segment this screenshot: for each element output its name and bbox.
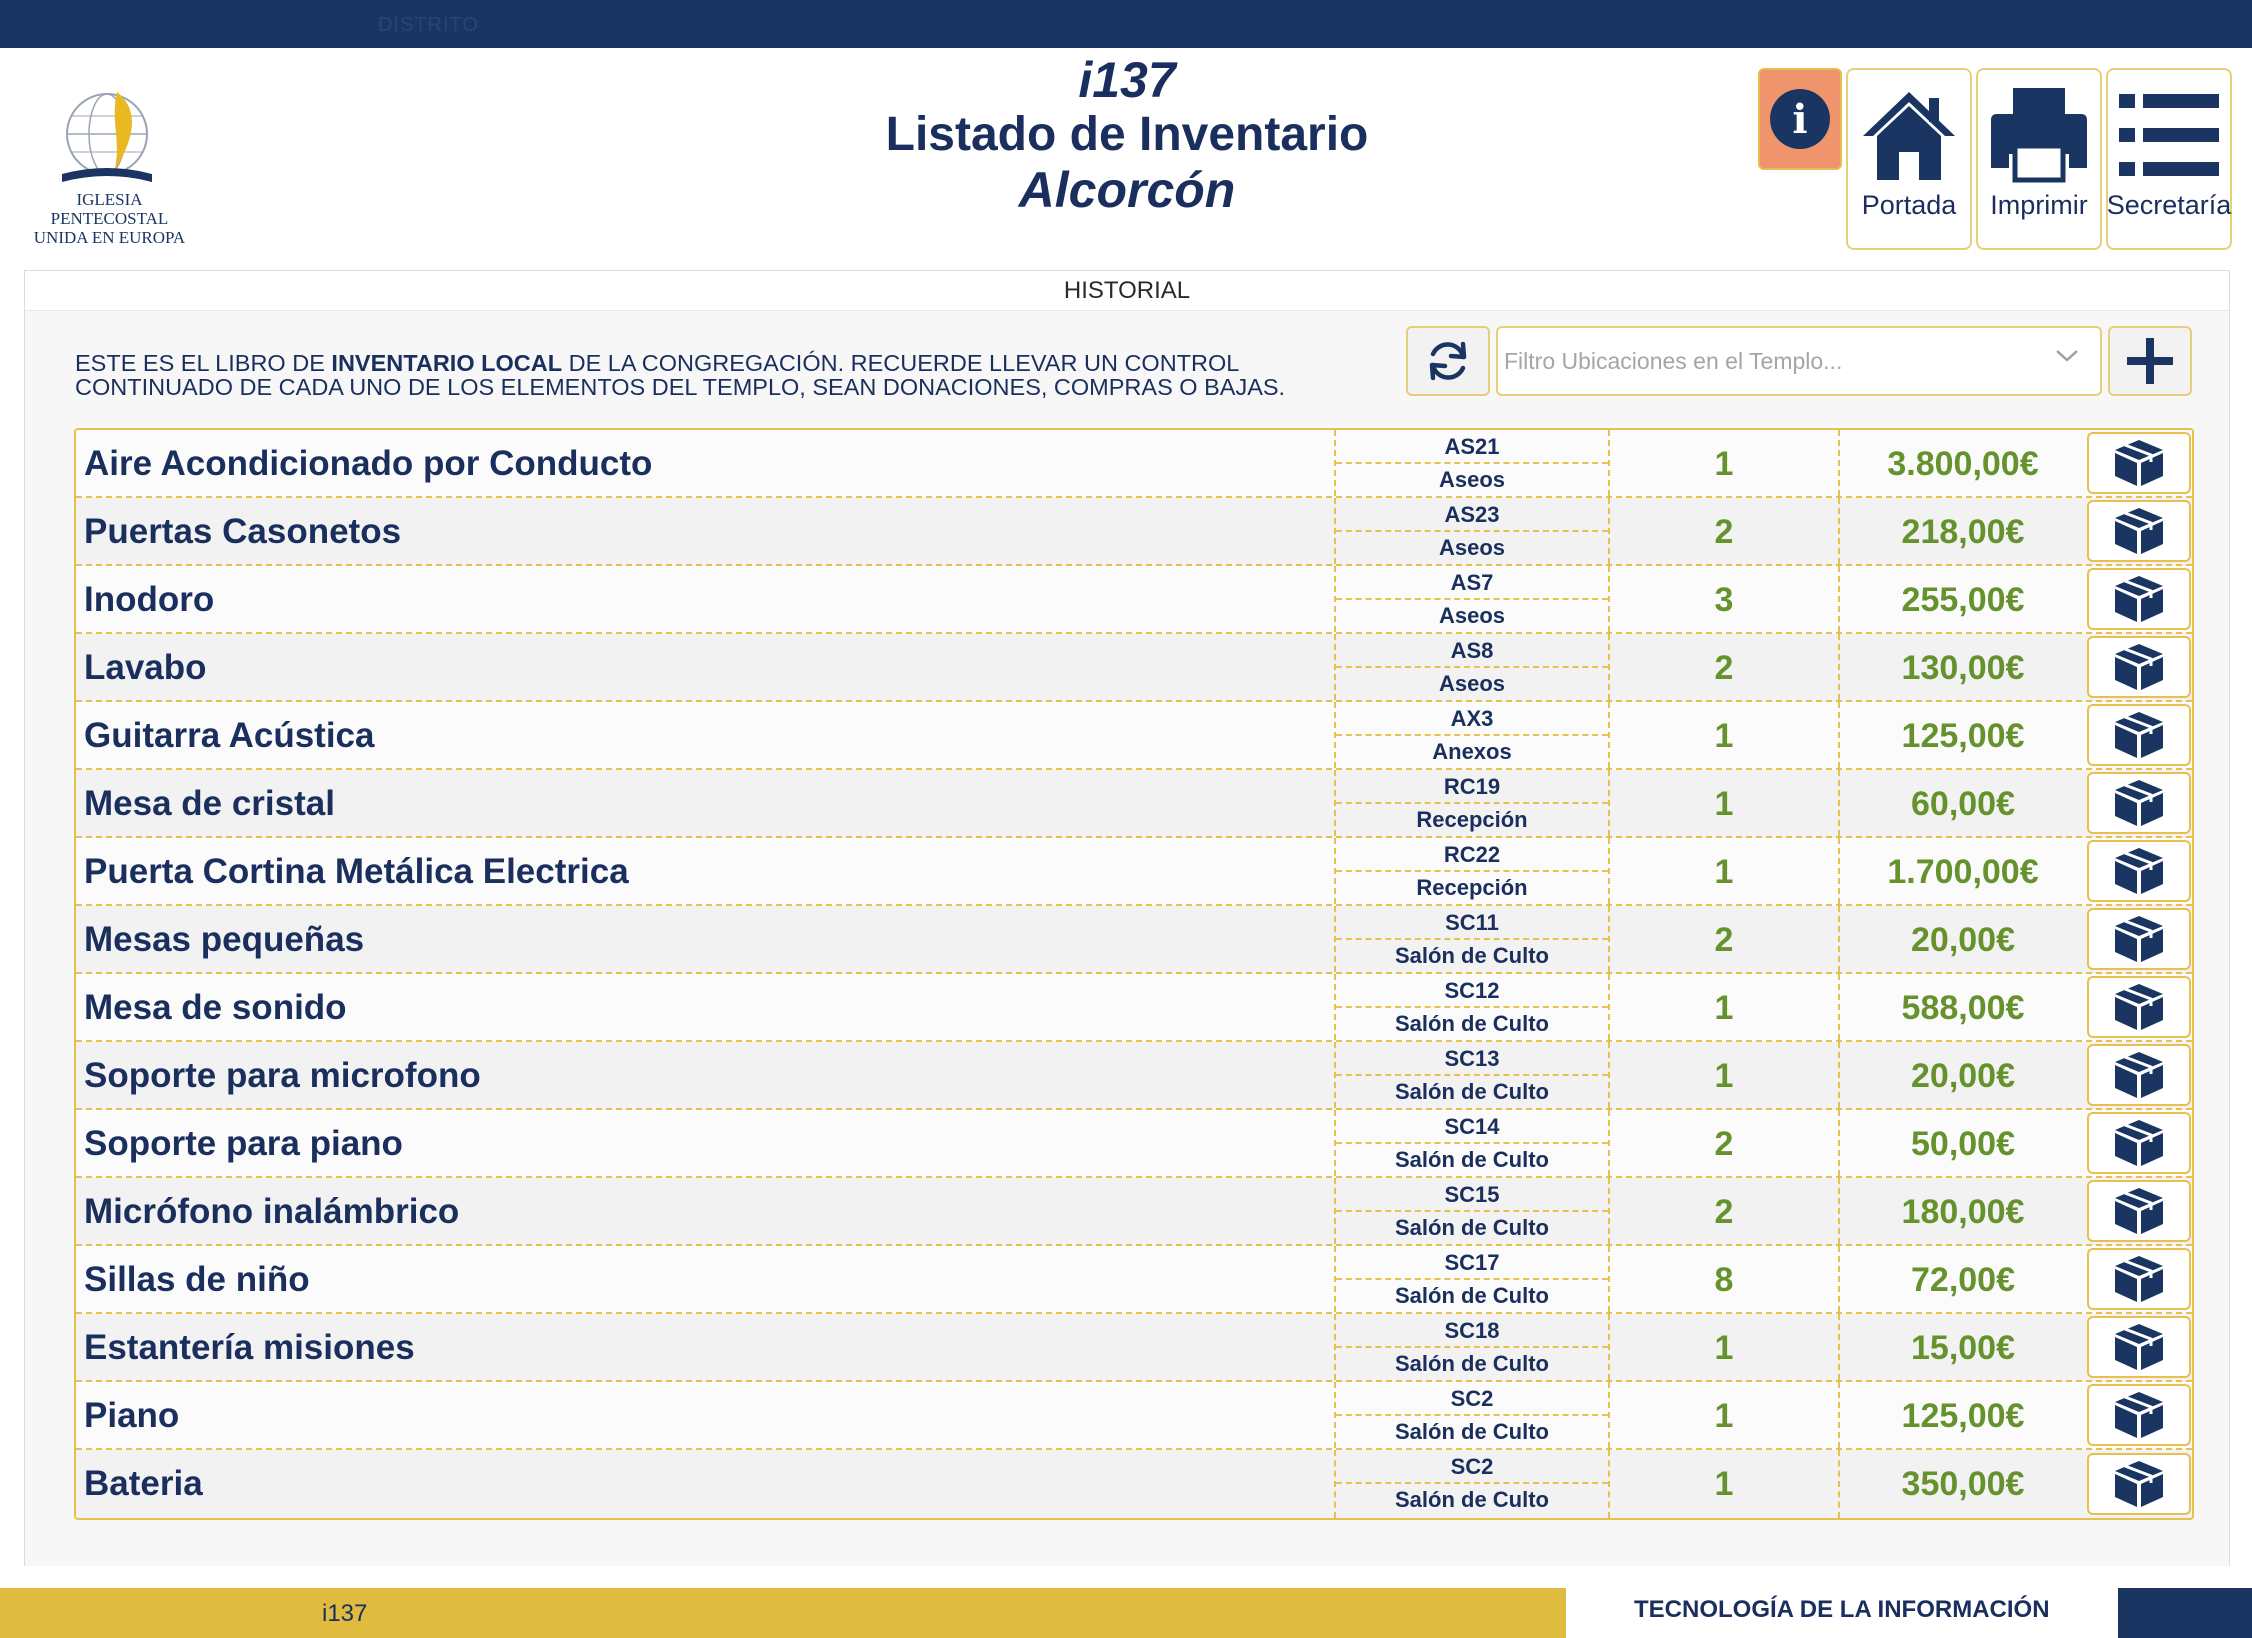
notice-text-2: DE LA CONGREGACIÓN. RECUERDE LLEVAR UN CONTROL CONTINUADO DE CADA UNO DE LOS ELEMENTOS DEL TEMPLO, SEAN DONACIONES, COMPRAS O BAJAS. <box>75 350 1286 400</box>
item-location: Anexos <box>1432 739 1512 764</box>
item-location: Salón de Culto <box>1395 1011 1549 1036</box>
inventory-notice <box>75 351 1365 399</box>
item-quantity: 1 <box>1610 770 1840 836</box>
item-detail-button[interactable] <box>2087 1316 2191 1378</box>
item-quantity: 2 <box>1610 1110 1840 1176</box>
box-icon <box>2111 1254 2167 1304</box>
home-icon <box>1859 84 1959 184</box>
item-location: Salón de Culto <box>1395 1215 1549 1240</box>
item-location: Salón de Culto <box>1395 1283 1549 1308</box>
location-filter-input[interactable] <box>1498 328 2100 394</box>
item-detail-button[interactable] <box>2087 772 2191 834</box>
item-price: 1.700,00€ <box>1887 853 2039 891</box>
box-icon <box>2111 574 2167 624</box>
item-location-cell <box>1336 702 1610 768</box>
item-location: Salón de Culto <box>1395 1487 1549 1512</box>
top-bar <box>0 0 2252 48</box>
item-location-cell <box>1336 906 1610 972</box>
item-price: 255,00€ <box>1901 581 2025 619</box>
item-code: SC15 <box>1336 1178 1608 1212</box>
item-price: 15,00€ <box>1911 1329 2015 1367</box>
item-price: 180,00€ <box>1901 1193 2025 1231</box>
item-price: 50,00€ <box>1911 1125 2015 1163</box>
item-detail-button[interactable] <box>2087 1112 2191 1174</box>
item-action-cell <box>2086 1042 2192 1108</box>
logo-line-2: UNIDA EN EUROPA <box>33 228 186 247</box>
table-row[interactable] <box>76 1450 2192 1518</box>
box-icon <box>2111 642 2167 692</box>
item-quantity: 1 <box>1610 838 1840 904</box>
item-quantity: 1 <box>1610 1042 1840 1108</box>
item-price: 60,00€ <box>1911 785 2015 823</box>
item-name: Soporte para piano <box>76 1110 1336 1176</box>
box-icon <box>2111 1050 2167 1100</box>
table-row[interactable] <box>76 906 2192 974</box>
item-price: 20,00€ <box>1911 921 2015 959</box>
item-location: Aseos <box>1438 603 1506 628</box>
item-location: Aseos <box>1438 467 1506 492</box>
table-row[interactable] <box>76 1110 2192 1178</box>
item-location: Salón de Culto <box>1395 1419 1549 1444</box>
item-location: Salón de Culto <box>1395 1147 1549 1172</box>
item-location: Salón de Culto <box>1395 943 1549 968</box>
item-location: Recepción <box>1416 875 1528 900</box>
item-quantity: 1 <box>1610 1382 1840 1448</box>
item-detail-button[interactable] <box>2087 1384 2191 1446</box>
item-code: AS8 <box>1336 634 1608 668</box>
item-code: RC19 <box>1336 770 1608 804</box>
printer-icon <box>1987 84 2091 184</box>
item-quantity: 2 <box>1610 1178 1840 1244</box>
plus-icon <box>2125 336 2175 386</box>
box-icon <box>2111 982 2167 1032</box>
item-price: 125,00€ <box>1901 717 2025 755</box>
item-location-cell <box>1336 566 1610 632</box>
item-detail-button[interactable] <box>2087 1044 2191 1106</box>
item-detail-button[interactable] <box>2087 1453 2191 1515</box>
item-name: Estantería misiones <box>76 1314 1336 1380</box>
box-icon <box>2111 506 2167 556</box>
item-code: SC13 <box>1336 1042 1608 1076</box>
item-quantity: 8 <box>1610 1246 1840 1312</box>
box-icon <box>2111 710 2167 760</box>
item-code: RC22 <box>1336 838 1608 872</box>
page-subtitle: Alcorcón <box>1018 162 1236 218</box>
list-icon <box>2117 84 2221 184</box>
item-detail-button[interactable] <box>2087 432 2191 494</box>
item-location-cell <box>1336 1110 1610 1176</box>
table-row[interactable] <box>76 634 2192 702</box>
item-quantity: 1 <box>1610 430 1840 496</box>
item-code: SC2 <box>1336 1382 1608 1416</box>
item-name: Sillas de niño <box>76 1246 1336 1312</box>
item-name: Lavabo <box>76 634 1336 700</box>
box-icon <box>2111 1322 2167 1372</box>
item-location: Aseos <box>1438 671 1506 696</box>
refresh-icon <box>1423 336 1473 386</box>
item-location-cell <box>1336 1246 1610 1312</box>
box-icon <box>2111 846 2167 896</box>
logo-line-1: IGLESIA PENTECOSTAL <box>50 190 169 228</box>
table-row[interactable] <box>76 1042 2192 1110</box>
table-row[interactable] <box>76 974 2192 1042</box>
item-quantity: 3 <box>1610 566 1840 632</box>
footer-department: TECNOLOGÍA DE LA INFORMACIÓN <box>1634 1596 2050 1623</box>
item-location-cell <box>1336 1042 1610 1108</box>
item-name: Mesa de sonido <box>76 974 1336 1040</box>
info-icon: i <box>1770 89 1830 149</box>
table-row[interactable] <box>76 430 2192 498</box>
item-name: Puerta Cortina Metálica Electrica <box>76 838 1336 904</box>
item-location: Aseos <box>1438 535 1506 560</box>
page-title-block <box>830 52 1424 218</box>
item-name: Soporte para microfono <box>76 1042 1336 1108</box>
item-code: AS7 <box>1336 566 1608 600</box>
item-location-cell <box>1336 1450 1610 1518</box>
item-action-cell <box>2086 1178 2192 1244</box>
item-action-cell <box>2086 770 2192 836</box>
table-row[interactable] <box>76 770 2192 838</box>
top-bar-ghost-text: DISTRITO <box>378 14 479 36</box>
location-filter-select[interactable] <box>1496 326 2102 396</box>
table-row[interactable] <box>76 498 2192 566</box>
item-code: SC2 <box>1336 1450 1608 1484</box>
box-icon <box>2111 778 2167 828</box>
item-name: Guitarra Acústica <box>76 702 1336 768</box>
info-button[interactable] <box>1758 68 1842 170</box>
item-quantity: 1 <box>1610 974 1840 1040</box>
item-detail-button[interactable] <box>2087 1248 2191 1310</box>
item-code: SC17 <box>1336 1246 1608 1280</box>
portada-button[interactable] <box>1846 68 1972 250</box>
table-row[interactable] <box>76 838 2192 906</box>
footer-end-block <box>2118 1588 2252 1638</box>
item-action-cell <box>2086 1110 2192 1176</box>
item-location-cell <box>1336 1178 1610 1244</box>
item-quantity: 1 <box>1610 702 1840 768</box>
secretaria-button[interactable] <box>2106 68 2232 250</box>
box-icon <box>2111 1118 2167 1168</box>
item-price: 3.800,00€ <box>1887 445 2039 483</box>
add-item-button[interactable] <box>2108 326 2192 396</box>
notice-text-1: ESTE ES EL LIBRO DE <box>75 350 332 376</box>
item-location-cell <box>1336 838 1610 904</box>
item-detail-button[interactable] <box>2087 704 2191 766</box>
item-price: 72,00€ <box>1911 1261 2015 1299</box>
item-location-cell <box>1336 634 1610 700</box>
item-location-cell <box>1336 770 1610 836</box>
item-price: 588,00€ <box>1901 989 2025 1027</box>
item-code: AS21 <box>1336 430 1608 464</box>
item-action-cell <box>2086 1246 2192 1312</box>
item-code: SC14 <box>1336 1110 1608 1144</box>
box-icon <box>2111 914 2167 964</box>
page-title: Listado de Inventario <box>885 108 1369 161</box>
item-location-cell <box>1336 974 1610 1040</box>
item-code: SC11 <box>1336 906 1608 940</box>
footer-bar <box>0 1588 1566 1638</box>
item-action-cell <box>2086 974 2192 1040</box>
item-price: 130,00€ <box>1901 649 2025 687</box>
church-logo <box>22 82 197 247</box>
item-action-cell <box>2086 702 2192 768</box>
item-location: Recepción <box>1416 807 1528 832</box>
item-code: AS23 <box>1336 498 1608 532</box>
item-price: 218,00€ <box>1901 513 2025 551</box>
item-name: Aire Acondicionado por Conducto <box>76 430 1336 496</box>
table-row[interactable] <box>76 1246 2192 1314</box>
item-detail-button[interactable] <box>2087 1180 2191 1242</box>
secretaria-label: Secretaría <box>2106 190 2232 220</box>
item-name: Puertas Casonetos <box>76 498 1336 564</box>
item-action-cell <box>2086 634 2192 700</box>
footer-code: i137 <box>322 1600 368 1627</box>
chevron-down-icon[interactable] <box>2054 348 2080 364</box>
imprimir-label: Imprimir <box>1990 190 2088 220</box>
item-quantity: 1 <box>1610 1314 1840 1380</box>
item-action-cell <box>2086 498 2192 564</box>
item-location: Salón de Culto <box>1395 1351 1549 1376</box>
item-name: Micrófono inalámbrico <box>76 1178 1336 1244</box>
box-icon <box>2111 1390 2167 1440</box>
item-location-cell <box>1336 1382 1610 1448</box>
table-row[interactable] <box>76 1382 2192 1450</box>
inventory-table <box>74 428 2194 1520</box>
item-name: Piano <box>76 1382 1336 1448</box>
item-location-cell <box>1336 498 1610 564</box>
item-code: SC18 <box>1336 1314 1608 1348</box>
item-detail-button[interactable] <box>2087 636 2191 698</box>
item-name: Bateria <box>76 1450 1336 1518</box>
table-row[interactable] <box>76 566 2192 634</box>
item-detail-button[interactable] <box>2087 840 2191 902</box>
item-quantity: 2 <box>1610 498 1840 564</box>
notice-bold: INVENTARIO LOCAL <box>331 350 563 376</box>
item-action-cell <box>2086 1450 2192 1518</box>
item-price: 125,00€ <box>1901 1397 2025 1435</box>
item-quantity: 1 <box>1610 1450 1840 1518</box>
item-detail-button[interactable] <box>2087 908 2191 970</box>
item-action-cell <box>2086 838 2192 904</box>
imprimir-button[interactable] <box>1976 68 2102 250</box>
item-code: AX3 <box>1336 702 1608 736</box>
item-detail-button[interactable] <box>2087 500 2191 562</box>
item-name: Inodoro <box>76 566 1336 632</box>
item-quantity: 2 <box>1610 634 1840 700</box>
table-row[interactable] <box>76 1178 2192 1246</box>
item-action-cell <box>2086 566 2192 632</box>
item-name: Mesa de cristal <box>76 770 1336 836</box>
item-location: Salón de Culto <box>1395 1079 1549 1104</box>
table-row[interactable] <box>76 702 2192 770</box>
item-location-cell <box>1336 1314 1610 1380</box>
item-price: 20,00€ <box>1911 1057 2015 1095</box>
box-icon <box>2111 1186 2167 1236</box>
table-row[interactable] <box>76 1314 2192 1382</box>
item-action-cell <box>2086 906 2192 972</box>
item-detail-button[interactable] <box>2087 976 2191 1038</box>
item-quantity: 2 <box>1610 906 1840 972</box>
item-location-cell <box>1336 430 1610 496</box>
item-detail-button[interactable] <box>2087 568 2191 630</box>
portada-label: Portada <box>1861 190 1957 220</box>
refresh-button[interactable] <box>1406 326 1490 396</box>
box-icon <box>2111 438 2167 488</box>
item-action-cell <box>2086 1314 2192 1380</box>
item-price: 350,00€ <box>1901 1465 2025 1503</box>
item-name: Mesas pequeñas <box>76 906 1336 972</box>
item-action-cell <box>2086 430 2192 496</box>
item-action-cell <box>2086 1382 2192 1448</box>
panel-heading[interactable]: HISTORIAL <box>25 271 2229 311</box>
page-code: i137 <box>1078 52 1176 108</box>
box-icon <box>2111 1459 2167 1509</box>
item-code: SC12 <box>1336 974 1608 1008</box>
